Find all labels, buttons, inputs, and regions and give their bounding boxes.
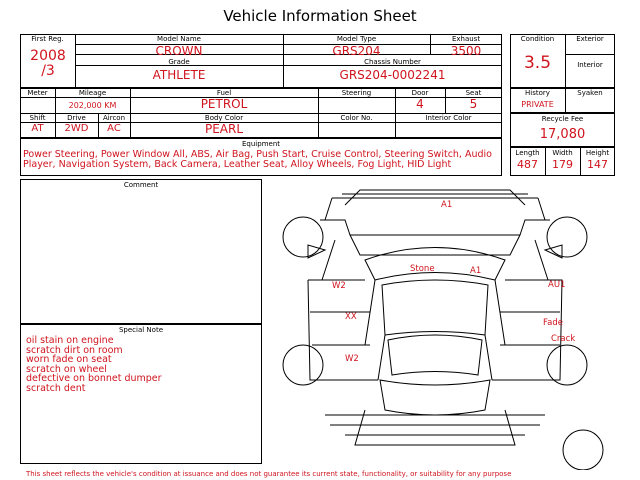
interior-label: Interior [577, 61, 603, 69]
body-color-label: Body Color [204, 114, 244, 122]
height-label: Height [585, 149, 610, 157]
note-item: scratch dent [26, 382, 86, 394]
grade-label: Grade [168, 58, 190, 66]
note-item: defective on bonnet dumper [26, 373, 162, 384]
recycle-fee-value: 17,080 [539, 127, 586, 142]
first-reg-label: First Reg. [31, 35, 64, 43]
car-diagram [270, 180, 615, 470]
history-value: PRIVATE [521, 100, 554, 109]
model-type-value: GRS204 [332, 44, 381, 58]
shift-value: AT [31, 123, 44, 134]
sheet-title: Vehicle Information Sheet [223, 7, 417, 25]
height-value: 147 [587, 158, 608, 171]
damage-mark-au1: AU1 [548, 280, 566, 290]
seat-value: 5 [469, 97, 478, 111]
damage-mark-w2-rear: W2 [345, 354, 359, 364]
color-no-label: Color No. [340, 114, 373, 122]
special-note-label: Special Note [118, 326, 164, 334]
mileage-label: Mileage [78, 89, 107, 97]
shift-label: Shift [29, 114, 46, 122]
syaken-label: Syaken [577, 89, 603, 97]
damage-mark-xx: XX [345, 312, 357, 322]
first-reg-value: 2008 /3 [30, 48, 66, 79]
aircon-label: Aircon [102, 114, 126, 122]
seat-label: Seat [465, 89, 482, 97]
damage-mark-fade: Fade [543, 318, 563, 328]
width-label: Width [552, 149, 573, 157]
steering-label: Steering [341, 89, 372, 97]
mileage-value: 202,000 KM [68, 101, 117, 110]
damage-mark-stone: Stone [410, 264, 435, 274]
recycle-fee-label: Recycle Fee [541, 115, 584, 123]
equipment-label: Equipment [242, 140, 280, 148]
disclaimer-footer: This sheet reflects the vehicle's condition at issuance and does not guarantee its current state, functionality, or suitability for any purpose [26, 470, 512, 478]
exhaust-value: 3500 [450, 44, 482, 58]
damage-mark-crack: Crack [551, 334, 576, 344]
condition-label: Condition [520, 35, 555, 43]
damage-mark-a1-top: A1 [441, 200, 453, 210]
equipment-list: Power Steering, Power Window All, ABS, Air Bag, Push Start, Cruise Control, Steering Switch, Audio Player, Navigation System, Back Camera, Leather Seat, Alloy Wheels, Fog Light, HID Light [23, 149, 492, 170]
comment-box [20, 179, 262, 324]
fuel-label: Fuel [216, 89, 232, 97]
interior-color-label: Interior Color [425, 114, 472, 122]
condition-value: 3.5 [523, 53, 552, 73]
grade-value: ATHLETE [152, 68, 206, 82]
damage-mark-a1-roof: A1 [470, 266, 482, 276]
drive-value: 2WD [64, 123, 89, 134]
chassis-number-label: Chassis Number [364, 58, 421, 66]
meter-label: Meter [27, 89, 48, 97]
damage-mark-w2-left: W2 [332, 281, 346, 291]
note-item: worn fade on seat [26, 354, 112, 365]
drive-label: Drive [67, 114, 86, 122]
history-label: History [525, 89, 550, 97]
note-item: scratch dirt on room [26, 344, 123, 356]
special-note-list [26, 336, 162, 393]
chassis-number-value: GRS204-0002241 [339, 68, 446, 82]
comment-label: Comment [123, 181, 159, 189]
body-color-value: PEARL [204, 122, 244, 136]
exterior-label: Exterior [576, 35, 604, 43]
width-value: 179 [552, 158, 573, 171]
note-item: scratch on wheel [26, 363, 107, 375]
length-label: Length [515, 149, 540, 157]
model-name-label: Model Name [157, 35, 201, 43]
fuel-value: PETROL [200, 97, 248, 111]
aircon-value: AC [107, 123, 121, 134]
door-value: 4 [416, 97, 424, 111]
model-type-label: Model Type [336, 35, 377, 43]
model-name-value: CROWN [155, 44, 203, 58]
note-item: oil stain on engine [26, 335, 114, 346]
length-value: 487 [517, 158, 538, 171]
exhaust-label: Exhaust [451, 35, 481, 43]
door-label: Door [411, 89, 429, 97]
